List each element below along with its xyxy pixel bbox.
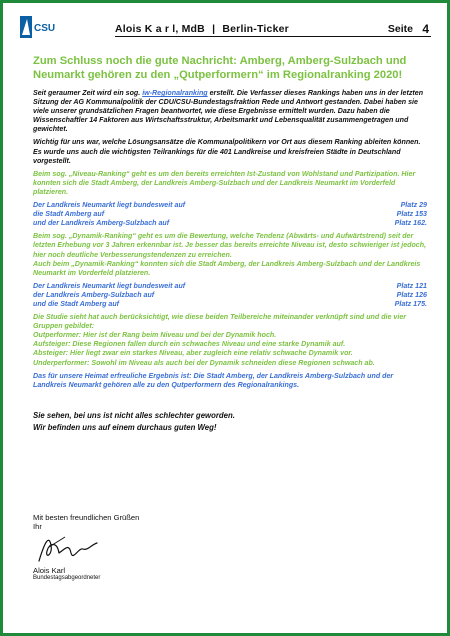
page-number: 4	[422, 22, 429, 36]
dynamik-paragraph: Beim sog. „Dynamik-Ranking“ geht es um die Bewertung, welche Tendenz (Abwärts- und Aufwärtstrend) seit der letzten Erhebung vor 3 Jahren erkennbar ist. Je besser das bereits erreichte Niveau ist, desto schwieriger ist jedoch, hier noch deutliche Verbesserungstendenzen zu erreichen.	[33, 232, 427, 259]
result-paragraph: Das für unsere Heimat erfreuliche Ergebnis ist: Die Stadt Amberg, der Landkreis Amberg-Sulzbach und der Landkreis Neumarkt gehören alle zu den Qutperformern des Regionalrankings.	[33, 371, 394, 389]
groups-section	[33, 313, 427, 368]
ranking-row: die Stadt Amberg auf Platz 153	[33, 210, 427, 219]
regionalranking-link[interactable]: iw-Regionalranking	[142, 89, 208, 97]
intro-text-end: erstellt. Die Verfasser dieses Rankings haben uns in der letzten Sitzung der AG Kommunalpolitik der CDU/CSU-Bundestagsfraktion Rede und Antwort gestanden. Dabei haben sie viele unserer grundsätzlichen Fragen beantwortet, wie diese Ergebnisse ermittelt wurden. Dazu haben die Wissenschaftler 14 Faktoren aus Wirtschaftsstruktur, Arbeitsmarkt und Lebensqualität zusammengetragen und gewichtet.	[33, 89, 424, 134]
intro-text-start: Seit geraumer Zeit wird ein sog.	[33, 89, 143, 97]
niveau-ranking-list	[33, 201, 427, 228]
page-label: Seite	[387, 23, 413, 35]
dynamik-paragraph-2: Auch beim „Dynamik-Ranking“ konnten sich die Stadt Amberg, der Landkreis Amberg-Sulzbach und der Landkreis Neumarkt im Vorderfeld platzieren.	[33, 259, 421, 277]
signer-name: Alois Karl	[33, 566, 66, 575]
ranking-row: und der Landkreis Amberg-Sulzbach auf Platz 162.	[33, 219, 427, 228]
ranking-row: und die Stadt Amberg auf Platz 175.	[33, 299, 427, 308]
header-separator: |	[212, 23, 216, 35]
handwritten-signature	[35, 531, 105, 565]
header-divider	[115, 36, 431, 37]
greeting-text: Mit besten freundlichen Grüßen	[33, 513, 140, 522]
logo-text: CSU	[34, 23, 56, 34]
ranking-row: Der Landkreis Neumarkt liegt bundesweit auf Platz 29	[33, 201, 427, 210]
closing-2: Wir befinden uns auf einem durchaus guten Weg!	[33, 422, 217, 432]
niveau-paragraph: Beim sog. „Niveau-Ranking“ geht es um den bereits erreichten Ist-Zustand von Wohlstand und Partizipation. Hier konnten sich die Stadt Amberg, der Landkreis Amberg-Sulzbach und der Landkreis Neumarkt im Vorderfeld platzieren.	[33, 169, 416, 196]
groups-intro: Die Studie sieht hat auch berücksichtigt, wie diese beiden Teilbereiche miteinander verknüpft sind und die vier Gruppen gebildet:	[33, 313, 407, 331]
group-item: Absteiger: Hier liegt zwar ein starkes Niveau, aber zugleich eine relativ schwache Dynamik vor.	[33, 349, 353, 358]
closing-1: Sie sehen, bei uns ist nicht alles schlechter geworden.	[33, 410, 235, 420]
ihr-text: Ihr	[33, 522, 42, 531]
header-ticker: Berlin-Ticker	[222, 23, 289, 35]
header-author: Alois K a r l, MdB	[115, 23, 205, 35]
group-item: Underperformer: Sowohl im Niveau als auch bei der Dynamik schneiden diese Regionen schwach ab.	[33, 358, 375, 367]
signoff-greeting	[33, 513, 139, 531]
signer-role: Bundestagsabgeordneter	[33, 575, 101, 581]
header-title	[115, 23, 289, 35]
article-body	[33, 89, 427, 434]
ranking-row: der Landkreis Amberg-Sulzbach auf Platz 126	[33, 290, 427, 299]
page-headline: Zum Schluss noch die gute Nachricht: Amberg, Amberg-Sulzbach und Neumarkt gehören zu den „Qutperformern“ im Regionalranking 2020!	[33, 55, 407, 81]
csu-logo	[19, 13, 61, 41]
ranking-row: Der Landkreis Neumarkt liegt bundesweit auf Platz 121	[33, 281, 427, 290]
group-item: Outperformer: Hier ist der Rang beim Niveau und bei der Dynamik hoch.	[33, 331, 277, 340]
important-paragraph: Wichtig für uns war, welche Lösungsansätze die Kommunalpolitikern vor Ort aus diesem Ranking ableiten können. Es wurde uns auch die wichtigsten Teilrankings für die 401 Landkreise und kreisfreien Städte in Deutschland vorgestellt.	[33, 138, 421, 165]
group-item: Aufsteiger: Diese Regionen fallen durch ein schwaches Niveau und eine starke Dynamik auf.	[33, 340, 346, 349]
dynamik-ranking-list	[33, 282, 427, 309]
intro-paragraph	[33, 89, 427, 134]
